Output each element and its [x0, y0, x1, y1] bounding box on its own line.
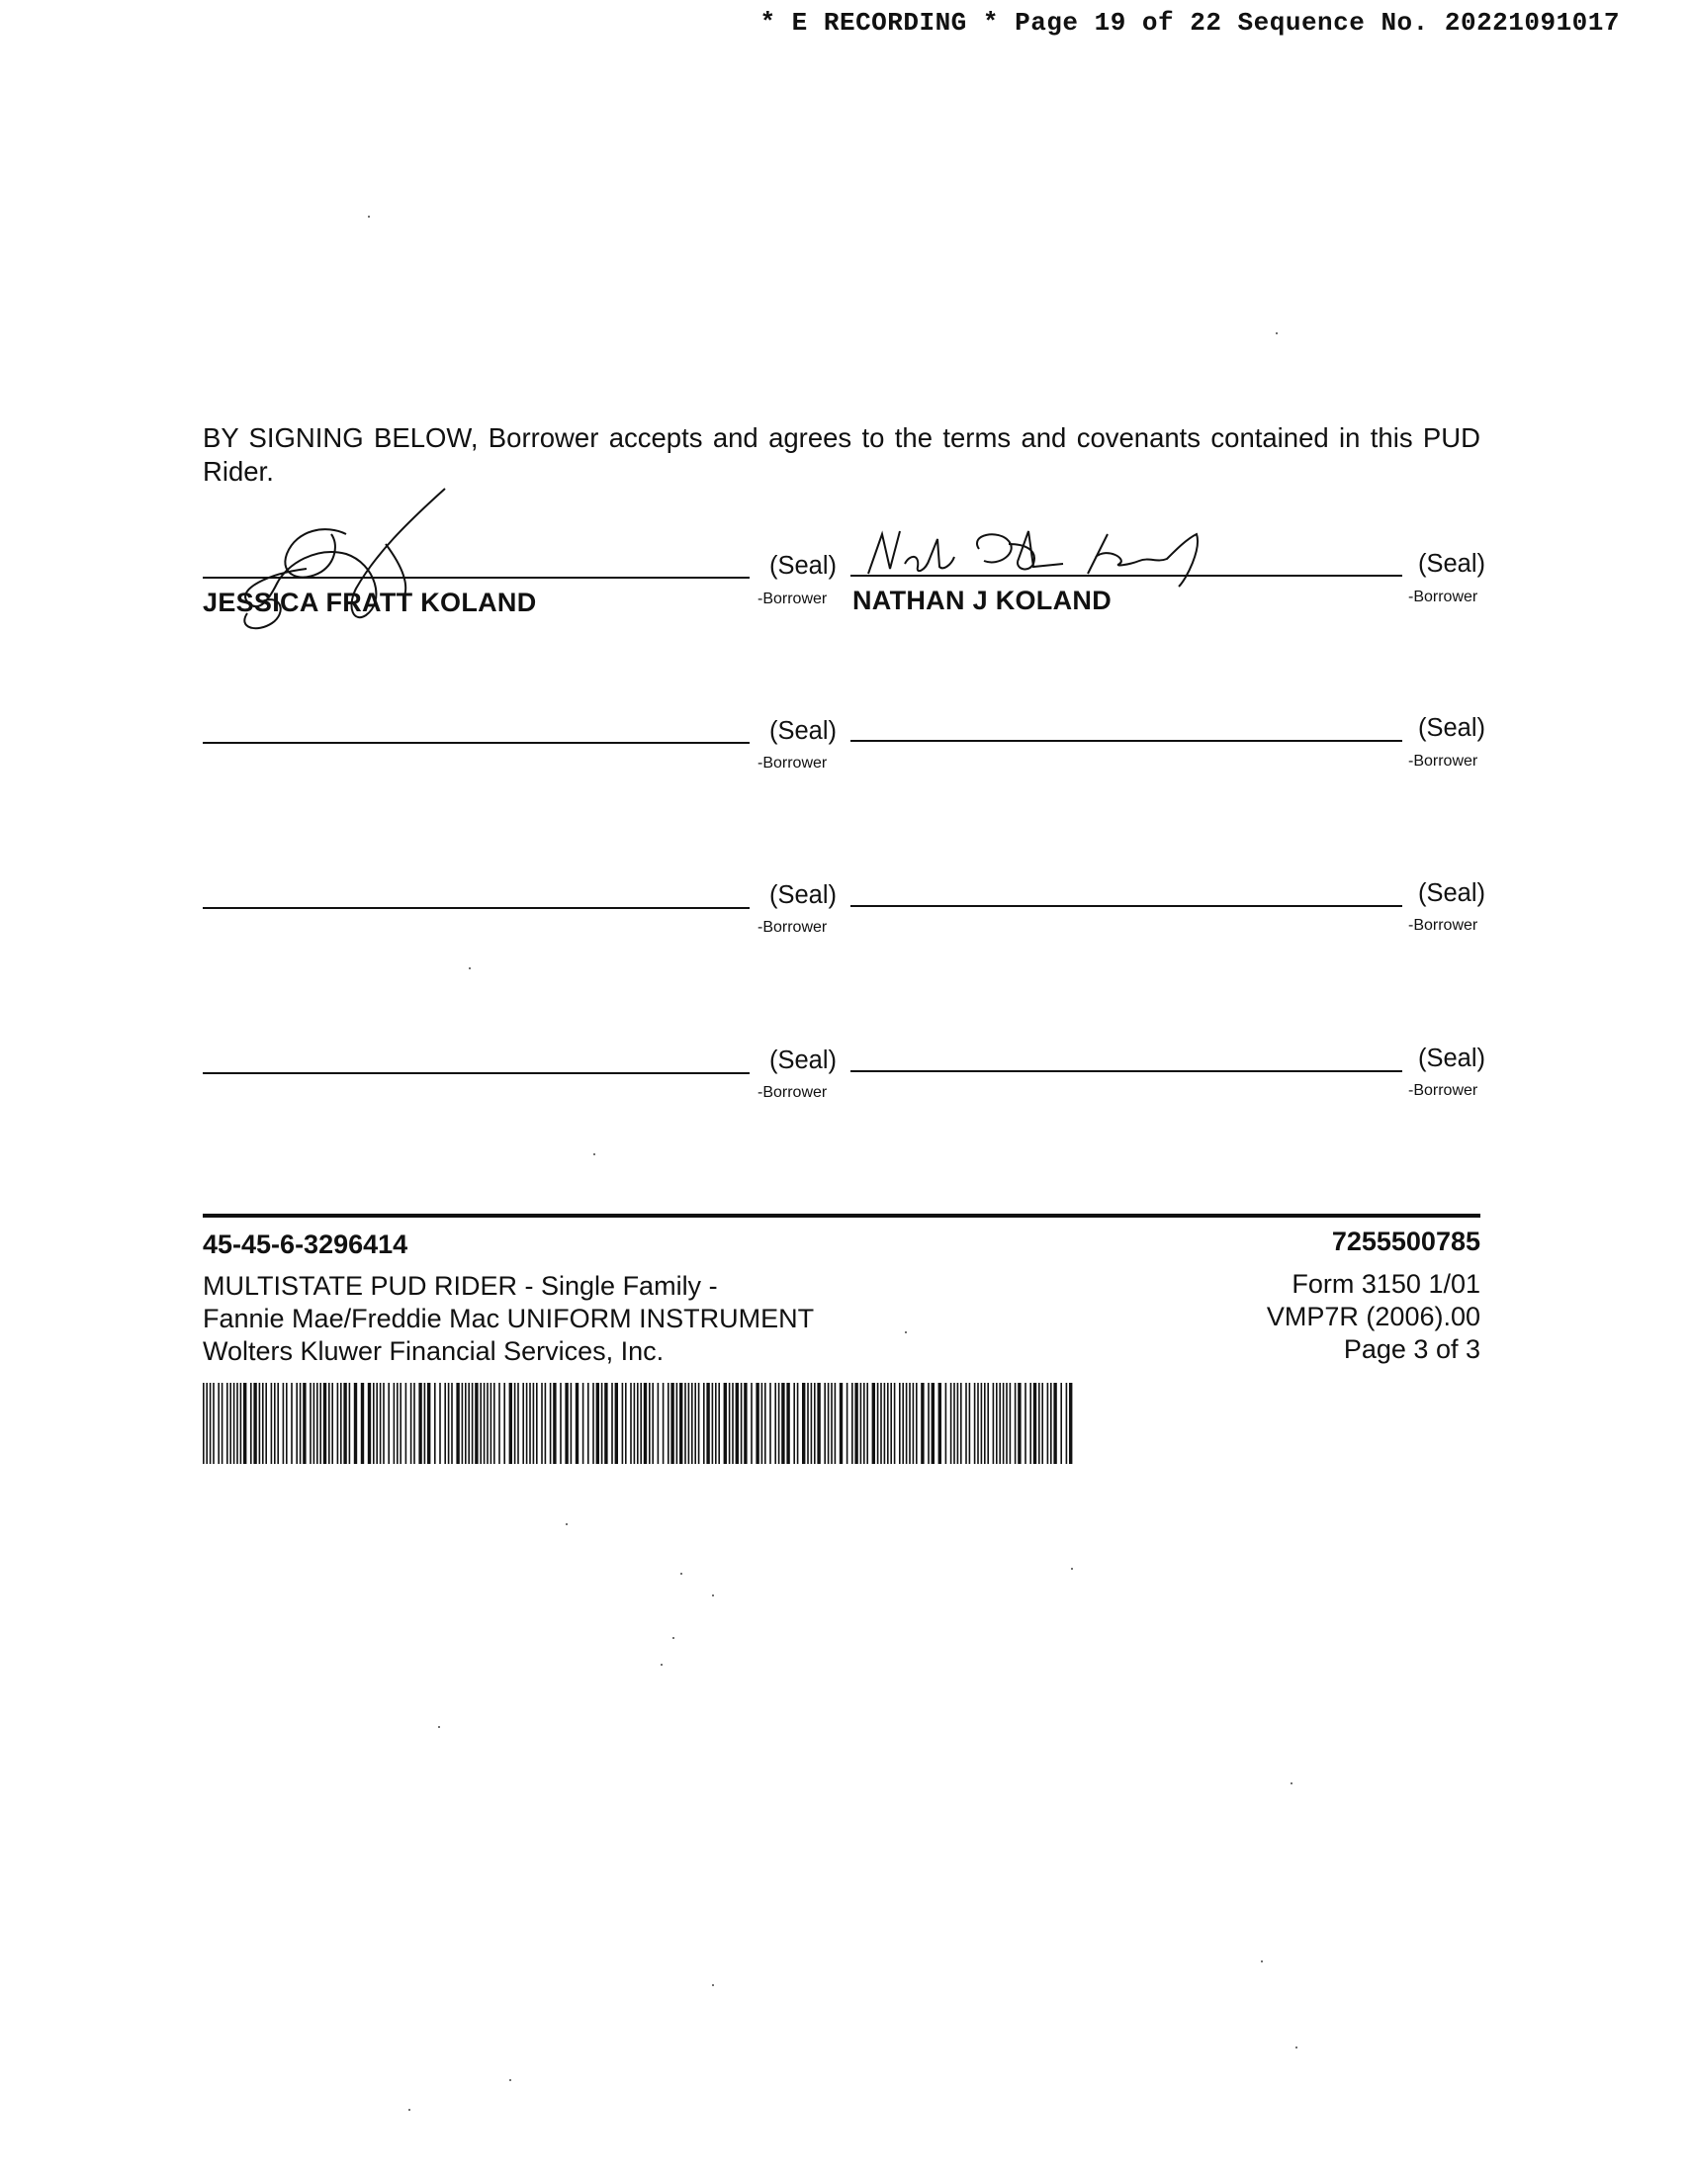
scan-speck: [566, 1523, 568, 1525]
intro-paragraph: BY SIGNING BELOW, Borrower accepts and agrees to the terms and covenants contained in this PUD Rider.: [203, 422, 1480, 487]
signature-jessica: [227, 485, 465, 633]
signature-line: [203, 1072, 750, 1074]
scan-speck: [1276, 332, 1278, 334]
form-title-line1: MULTISTATE PUD RIDER - Single Family -: [203, 1271, 718, 1301]
borrower-name: JESSICA FRATT KOLAND: [203, 588, 537, 617]
seal-label: (Seal): [1418, 879, 1486, 907]
borrower-label: -Borrower: [1408, 589, 1478, 605]
scan-speck: [1295, 2047, 1297, 2048]
borrower-label: -Borrower: [757, 755, 828, 772]
scan-speck: [509, 2079, 511, 2081]
footer-rule: [203, 1214, 1480, 1218]
scan-speck: [368, 216, 370, 218]
signature-line: [850, 1070, 1402, 1072]
signature-line: [850, 905, 1402, 907]
scan-speck: [712, 1984, 714, 1986]
signature-line: [203, 742, 750, 744]
borrower-label: -Borrower: [757, 1084, 828, 1101]
scan-speck: [672, 1637, 674, 1639]
scan-speck: [680, 1573, 682, 1575]
borrower-label: -Borrower: [1408, 917, 1478, 934]
scan-speck: [661, 1664, 663, 1666]
form-number: Form 3150 1/01: [1292, 1269, 1480, 1299]
seal-label: (Seal): [769, 1046, 838, 1074]
seal-label: (Seal): [769, 881, 838, 909]
scan-speck: [712, 1594, 714, 1596]
borrower-label: -Borrower: [757, 919, 828, 936]
loan-number: 45-45-6-3296414: [203, 1229, 408, 1259]
scan-speck: [905, 1331, 907, 1333]
seal-label: (Seal): [769, 717, 838, 745]
borrower-label: -Borrower: [1408, 753, 1478, 770]
borrower-name: NATHAN J KOLAND: [852, 586, 1112, 615]
signature-nathan: [860, 519, 1226, 589]
scan-speck: [408, 2109, 410, 2111]
seal-label: (Seal): [1418, 1045, 1486, 1072]
form-title-line2: Fannie Mae/Freddie Mac UNIFORM INSTRUMENT: [203, 1304, 815, 1333]
scan-speck: [1261, 1960, 1263, 1962]
scan-speck: [438, 1726, 440, 1728]
borrower-label: -Borrower: [757, 591, 828, 607]
barcode: [203, 1383, 1073, 1464]
signature-line: [203, 907, 750, 909]
borrower-label: -Borrower: [1408, 1082, 1478, 1099]
seal-label: (Seal): [769, 552, 838, 580]
scan-speck: [593, 1153, 595, 1155]
recording-header: * E RECORDING * Page 19 of 22 Sequence No. 20221091017: [759, 8, 1620, 38]
signature-line: [850, 740, 1402, 742]
document-number: 7255500785: [1331, 1227, 1480, 1256]
page-number: Page 3 of 3: [1343, 1334, 1480, 1364]
scan-speck: [1071, 1568, 1073, 1570]
scan-speck: [1291, 1782, 1292, 1784]
scan-speck: [469, 967, 471, 969]
form-title-line3: Wolters Kluwer Financial Services, Inc.: [203, 1336, 665, 1366]
seal-label: (Seal): [1418, 550, 1486, 578]
seal-label: (Seal): [1418, 714, 1486, 742]
form-version: VMP7R (2006).00: [1266, 1302, 1480, 1331]
